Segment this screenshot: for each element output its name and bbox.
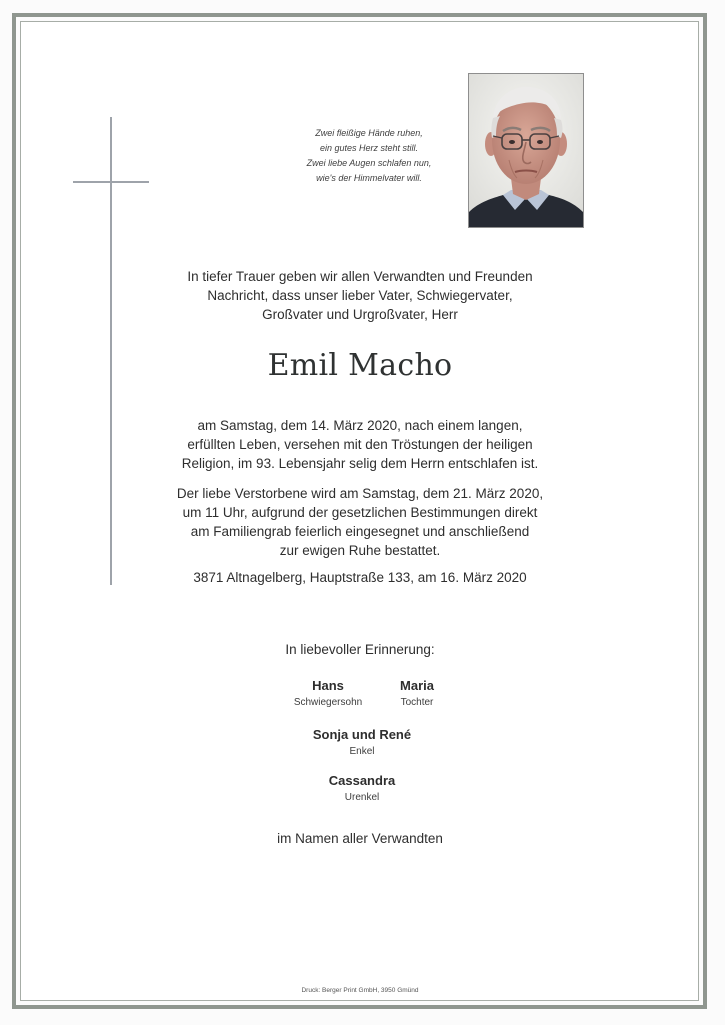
mourner-role: Tochter	[400, 697, 434, 708]
mourner-name: Sonja und René	[312, 727, 412, 742]
funeral-notice	[160, 484, 560, 560]
printer-imprint: Druck: Berger Print GmbH, 3950 Gmünd	[301, 987, 419, 994]
intro-line: Nachricht, dass unser lieber Vater, Schwiegervater,	[207, 288, 513, 303]
portrait-icon	[469, 74, 583, 227]
death-notice-line: erfüllten Leben, versehen mit den Tröstungen der heiligen	[187, 437, 533, 452]
death-notice-line: am Samstag, dem 14. März 2020, nach einem langen,	[197, 418, 523, 433]
memory-heading: In liebevoller Erinnerung:	[285, 642, 435, 657]
funeral-notice-line: um 11 Uhr, aufgrund der gesetzlichen Bestimmungen direkt	[182, 505, 538, 520]
mourner-role: Urenkel	[344, 792, 380, 803]
funeral-notice-line: Der liebe Verstorbene wird am Samstag, dem 21. März 2020,	[176, 486, 544, 501]
closing-text: im Namen aller Verwandten	[277, 831, 443, 846]
mourner-role: Enkel	[349, 746, 375, 757]
poem-line: wie's der Himmelvater will.	[316, 173, 422, 183]
intro-text	[160, 267, 560, 324]
funeral-notice-line: am Familiengrab feierlich eingesegnet und anschließend	[190, 524, 530, 539]
mourner-name: Hans	[312, 678, 344, 693]
deceased-name: Emil Macho	[267, 348, 453, 383]
intro-line: Großvater und Urgroßvater, Herr	[262, 307, 458, 322]
poem-line: Zwei liebe Augen schlafen nun,	[306, 158, 432, 168]
cross-icon-vertical	[110, 117, 112, 585]
mourner-name: Maria	[400, 678, 434, 693]
memorial-poem	[278, 126, 460, 186]
death-notice	[160, 416, 560, 473]
portrait-photo	[468, 73, 584, 228]
intro-line: In tiefer Trauer geben wir allen Verwandten und Freunden	[187, 269, 533, 284]
mourner-name: Cassandra	[328, 773, 396, 788]
poem-line: ein gutes Herz steht still.	[319, 143, 419, 153]
cross-icon-horizontal	[73, 181, 149, 183]
place-and-date: 3871 Altnagelberg, Hauptstraße 133, am 16. März 2020	[193, 570, 527, 585]
death-notice-line: Religion, im 93. Lebensjahr selig dem Herrn entschlafen ist.	[181, 456, 539, 471]
poem-line: Zwei fleißige Hände ruhen,	[315, 128, 423, 138]
mourner-role: Schwiegersohn	[293, 697, 363, 708]
funeral-notice-line: zur ewigen Ruhe bestattet.	[279, 543, 441, 558]
